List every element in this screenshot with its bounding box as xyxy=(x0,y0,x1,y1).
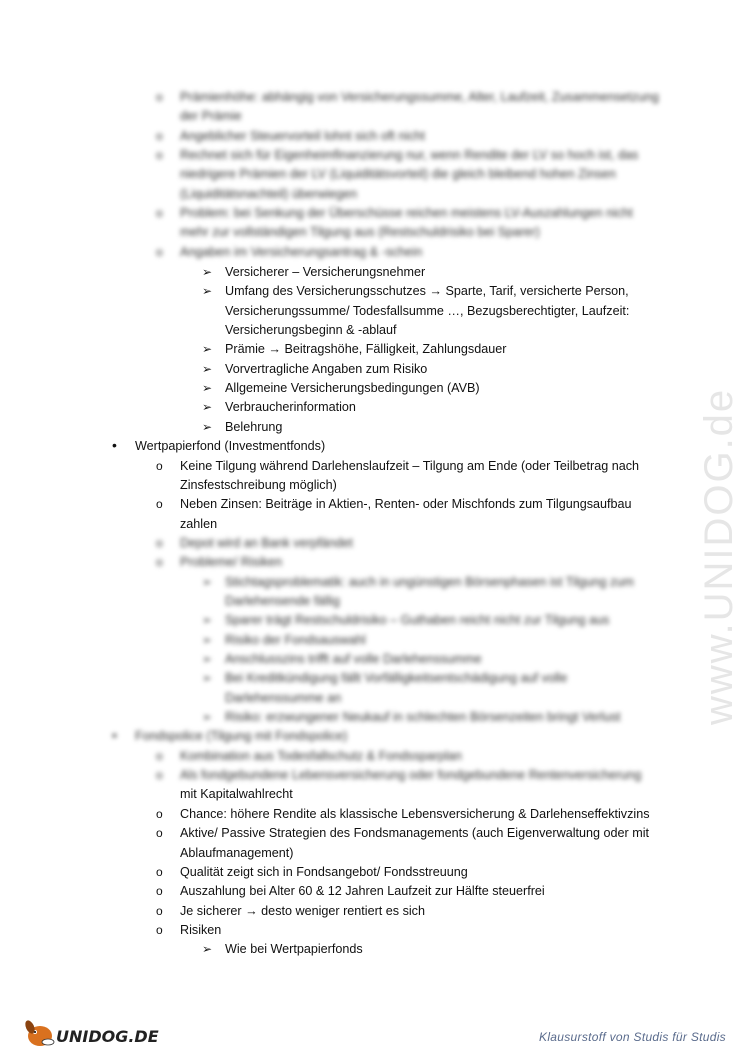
text-line: niedrigere Prämien der LV (Liquiditätsvorteil) die gleich bleibend hohen Zinsen xyxy=(180,167,616,182)
arrow-bullet-icon: ➢ xyxy=(202,942,213,957)
text-line: Risiko: erzwungener Neukauf in schlechten Börsenzeiten bringt Verlust xyxy=(225,710,621,725)
circle-bullet-icon: o xyxy=(156,748,163,763)
circle-bullet-icon: o xyxy=(156,903,163,918)
dot-bullet-icon: • xyxy=(112,437,117,454)
arrow-bullet-icon: ➢ xyxy=(202,284,213,299)
circle-bullet-icon: o xyxy=(156,90,163,104)
arrow-bullet-icon: ➢ xyxy=(202,381,213,396)
text-line: Depot wird an Bank verpfändet xyxy=(180,535,353,550)
circle-bullet-icon: o xyxy=(156,806,163,821)
watermark-svg xyxy=(688,255,748,755)
text-line: Vorvertragliche Angaben zum Risiko xyxy=(225,361,428,376)
text-line: Probleme/ Risiken xyxy=(180,555,283,570)
watermark xyxy=(688,255,748,755)
circle-bullet-icon: o xyxy=(156,535,163,550)
text-line: Als fondgebundene Lebensversicherung oder fondgebundene Rentenversicherung xyxy=(180,768,642,783)
circle-bullet-icon: o xyxy=(156,922,163,937)
text-line: Je sicherer → desto weniger rentiert es sich xyxy=(180,903,425,918)
text-line: Stichtagsproblematik: auch in ungünstigen Börsenphasen ist Tilgung zum xyxy=(225,574,634,589)
arrow-bullet-icon: ➢ xyxy=(202,342,213,357)
text-line: Keine Tilgung während Darlehenslaufzeit – Tilgung am Ende (oder Teilbetrag nach xyxy=(180,458,640,473)
text-line: Chance: höhere Rendite als klassische Lebensversicherung & Darlehenseffektivzins xyxy=(180,806,650,821)
arrow-bullet-icon: ➢ xyxy=(202,632,213,647)
circle-bullet-icon: o xyxy=(156,458,163,473)
dog-logo-icon xyxy=(22,1012,162,1052)
text-line: Versicherungssumme/ Todesfallsumme …, Bezugsberechtigter, Laufzeit: xyxy=(225,303,630,318)
text-line: Kombination aus Todesfallschutz & Fondssparplan xyxy=(180,748,462,763)
text-line: Angeblicher Steuervorteil lohnt sich oft nicht xyxy=(180,128,426,143)
text-line: mit Kapitalwahlrecht xyxy=(180,787,293,802)
text-line: Versicherungsbeginn & -ablauf xyxy=(225,323,397,338)
text-line: Risiko der Fondsauswahl xyxy=(225,632,366,647)
text-line: Wertpapierfond (Investmentfonds) xyxy=(135,439,326,454)
text-line: Allgemeine Versicherungsbedingungen (AVB) xyxy=(225,381,480,396)
arrow-bullet-icon: ➢ xyxy=(202,710,213,725)
text-line: zahlen xyxy=(180,516,218,531)
text-line: Problem: bei Senkung der Überschüsse reichen meistens LV-Auszahlungen nicht xyxy=(180,206,633,221)
text-line: Prämie → Beitragshöhe, Fälligkeit, Zahlungsdauer xyxy=(225,342,507,357)
circle-bullet-icon: o xyxy=(156,148,163,163)
text-line: Darlehensende fällig xyxy=(225,593,340,608)
arrow-bullet-icon: ➢ xyxy=(202,613,213,628)
text-line: Darlehenssumme an xyxy=(225,690,342,705)
text-line: Bei Kreditkündigung fällt Vorfälligkeitsentschädigung auf volle xyxy=(225,671,568,686)
circle-bullet-icon: o xyxy=(156,884,163,899)
text-line: Umfang des Versicherungsschutzes → Sparte, Tarif, versicherte Person, xyxy=(225,284,629,299)
text-line: Belehrung xyxy=(225,419,283,434)
text-line: Fondspolice (Tilgung mit Fondspolice) xyxy=(135,729,348,744)
text-line: Prämienhöhe: abhängig von Versicherungssumme, Alter, Laufzeit, Zusammensetzung xyxy=(180,90,659,104)
circle-bullet-icon: o xyxy=(156,864,163,879)
circle-bullet-icon: o xyxy=(156,768,163,783)
circle-bullet-icon: o xyxy=(156,826,163,841)
text-line: Ablaufmanagement) xyxy=(180,845,294,860)
text-line: Sparer trägt Restschuldrisiko – Guthaben reicht nicht zur Tilgung aus xyxy=(225,613,610,628)
circle-bullet-icon: o xyxy=(156,244,163,259)
text-line: Auszahlung bei Alter 60 & 12 Jahren Laufzeit zur Hälfte steuerfrei xyxy=(180,884,545,899)
text-line: Zinsfestschreibung möglich) xyxy=(180,477,337,492)
arrow-bullet-icon: ➢ xyxy=(202,652,213,666)
circle-bullet-icon: o xyxy=(156,497,163,512)
text-line: Anschlusszins trifft auf volle Darlehenssumme xyxy=(225,652,482,666)
arrow-bullet-icon: ➢ xyxy=(202,574,213,589)
text-line: Qualität zeigt sich in Fondsangebot/ Fondsstreuung xyxy=(180,864,468,879)
circle-bullet-icon: o xyxy=(156,128,163,143)
text-line: der Prämie xyxy=(180,109,242,124)
footer-tagline: Klausurstoff von Studis für Studis xyxy=(539,1030,726,1044)
arrow-bullet-icon: ➢ xyxy=(202,265,213,279)
text-line: Angaben im Versicherungsantrag & -schein xyxy=(180,244,423,259)
logo-text: UNIDOG.DE xyxy=(56,1027,159,1046)
watermark-text: www.UNIDOG.de xyxy=(697,387,741,725)
text-line: mehr zur vollständigen Tilgung aus (Restschuldrisiko bei Sparer) xyxy=(180,225,540,240)
circle-bullet-icon: o xyxy=(156,555,163,570)
arrow-bullet-icon: ➢ xyxy=(202,419,213,434)
text-line: Risiken xyxy=(180,922,222,937)
dot-bullet-icon: • xyxy=(112,727,117,744)
text-line: Aktive/ Passive Strategien des Fondsmanagements (auch Eigenverwaltung oder mit xyxy=(180,826,650,841)
text-line: Wie bei Wertpapierfonds xyxy=(225,942,363,957)
unidog-logo xyxy=(22,1012,162,1052)
text-line: Verbraucherinformation xyxy=(225,400,356,415)
arrow-bullet-icon: ➢ xyxy=(202,400,213,415)
text-line: (Liquiditätsnachteil) überwiegen xyxy=(180,186,358,201)
text-line: Rechnet sich für Eigenheimfinanzierung nur, wenn Rendite der LV so hoch ist, das xyxy=(180,148,639,163)
arrow-bullet-icon: ➢ xyxy=(202,671,213,686)
text-line: Versicherer – Versicherungsnehmer xyxy=(225,265,426,279)
arrow-bullet-icon: ➢ xyxy=(202,361,213,376)
circle-bullet-icon: o xyxy=(156,206,163,221)
text-line: Neben Zinsen: Beiträge in Aktien-, Renten- oder Mischfonds zum Tilgungsaufbau xyxy=(180,497,632,512)
